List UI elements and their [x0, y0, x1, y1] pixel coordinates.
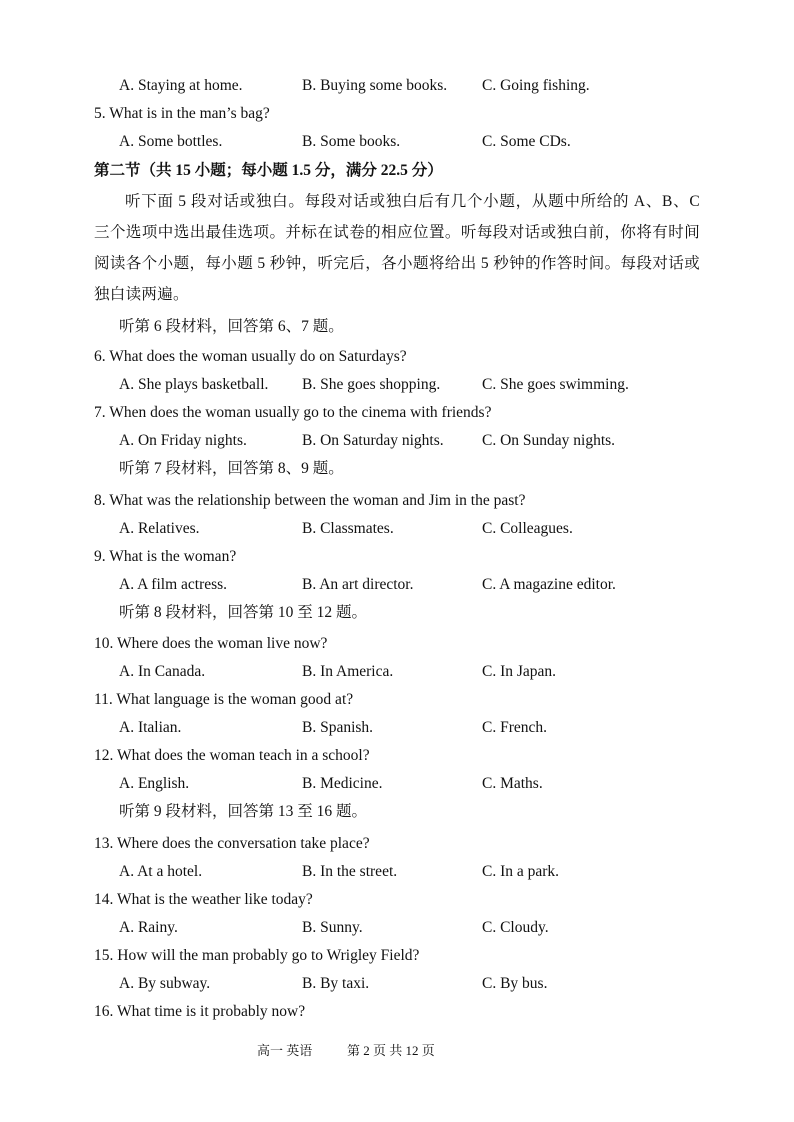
q15-option-a: A. By subway. — [119, 975, 211, 992]
q10-option-c: C. In Japan. — [482, 663, 557, 680]
instruction-passage-6: 听第 6 段材料，回答第 6、7 题。 — [119, 318, 344, 335]
q14-option-a: A. Rainy. — [119, 919, 178, 936]
q15-option-b: B. By taxi. — [302, 975, 370, 992]
q8-question: 8. What was the relationship between the woman and Jim in the past? — [94, 492, 526, 509]
q11-question: 11. What language is the woman good at? — [94, 691, 354, 708]
q14-option-b: B. Sunny. — [302, 919, 363, 936]
footer-page-number: 第 2 页 共 12 页 — [347, 1043, 435, 1058]
q14-option-c: C. Cloudy. — [482, 919, 549, 936]
q15-option-c: C. By bus. — [482, 975, 548, 992]
q16-question: 16. What time is it probably now? — [94, 1003, 306, 1020]
q14-question: 14. What is the weather like today? — [94, 891, 313, 908]
q11-option-c: C. French. — [482, 719, 548, 736]
q5-option-b: B. Some books. — [302, 133, 401, 150]
q12-option-a: A. English. — [119, 775, 190, 792]
q9-option-a: A. A film actress. — [119, 576, 228, 593]
q12-option-c: C. Maths. — [482, 775, 543, 792]
q5-question: 5. What is in the man’s bag? — [94, 105, 270, 122]
q5-option-a: A. Some bottles. — [119, 133, 223, 150]
section-title: 第二节（共 15 小题；每小题 1.5 分，满分 22.5 分） — [94, 162, 443, 179]
q13-option-c: C. In a park. — [482, 863, 560, 880]
q6-option-a: A. She plays basketball. — [119, 376, 269, 393]
q8-option-b: B. Classmates. — [302, 520, 394, 537]
q8-option-a: A. Relatives. — [119, 520, 200, 537]
q11-option-a: A. Italian. — [119, 719, 182, 736]
q15-question: 15. How will the man probably go to Wrigley Field? — [94, 947, 420, 964]
q4-option-b: B. Buying some books. — [302, 77, 448, 94]
q9-option-c: C. A magazine editor. — [482, 576, 616, 593]
q7-option-c: C. On Sunday nights. — [482, 432, 616, 449]
q5-option-c: C. Some CDs. — [482, 133, 571, 150]
q9-option-b: B. An art director. — [302, 576, 414, 593]
q10-option-b: B. In America. — [302, 663, 394, 680]
q7-option-b: B. On Saturday nights. — [302, 432, 444, 449]
q9-question: 9. What is the woman? — [94, 548, 237, 565]
instruction-passage-8: 听第 8 段材料，回答第 10 至 12 题。 — [119, 604, 368, 621]
q8-option-c: C. Colleagues. — [482, 520, 573, 537]
section-directions: 听下面 5 段对话或独白。每段对话或独白后有几个小题，从题中所给的 A、B、C 三个选项中选出最佳选项。并标在试卷的相应位置。听每段对话或独白前，你将有时间阅读各个小题，每小题 5 秒钟，听完后，各小题将给出 5 秒钟的作答时间。每段对话或独白读两遍。 — [94, 193, 700, 303]
q7-question: 7. When does the woman usually go to the cinema with friends? — [94, 404, 492, 421]
instruction-passage-9: 听第 9 段材料，回答第 13 至 16 题。 — [119, 803, 368, 820]
q4-option-a: A. Staying at home. — [119, 77, 243, 94]
q11-option-b: B. Spanish. — [302, 719, 374, 736]
q12-question: 12. What does the woman teach in a school? — [94, 747, 370, 764]
q13-option-a: A. At a hotel. — [119, 863, 203, 880]
q13-question: 13. Where does the conversation take place? — [94, 835, 370, 852]
q13-option-b: B. In the street. — [302, 863, 398, 880]
q10-question: 10. Where does the woman live now? — [94, 635, 328, 652]
q10-option-a: A. In Canada. — [119, 663, 206, 680]
q7-option-a: A. On Friday nights. — [119, 432, 247, 449]
q6-option-b: B. She goes shopping. — [302, 376, 441, 393]
q4-option-c: C. Going fishing. — [482, 77, 590, 94]
footer-subject: 高一 英语 — [257, 1043, 313, 1058]
q6-question: 6. What does the woman usually do on Saturdays? — [94, 348, 407, 365]
q12-option-b: B. Medicine. — [302, 775, 383, 792]
q6-option-c: C. She goes swimming. — [482, 376, 629, 393]
instruction-passage-7: 听第 7 段材料，回答第 8、9 题。 — [119, 460, 344, 477]
